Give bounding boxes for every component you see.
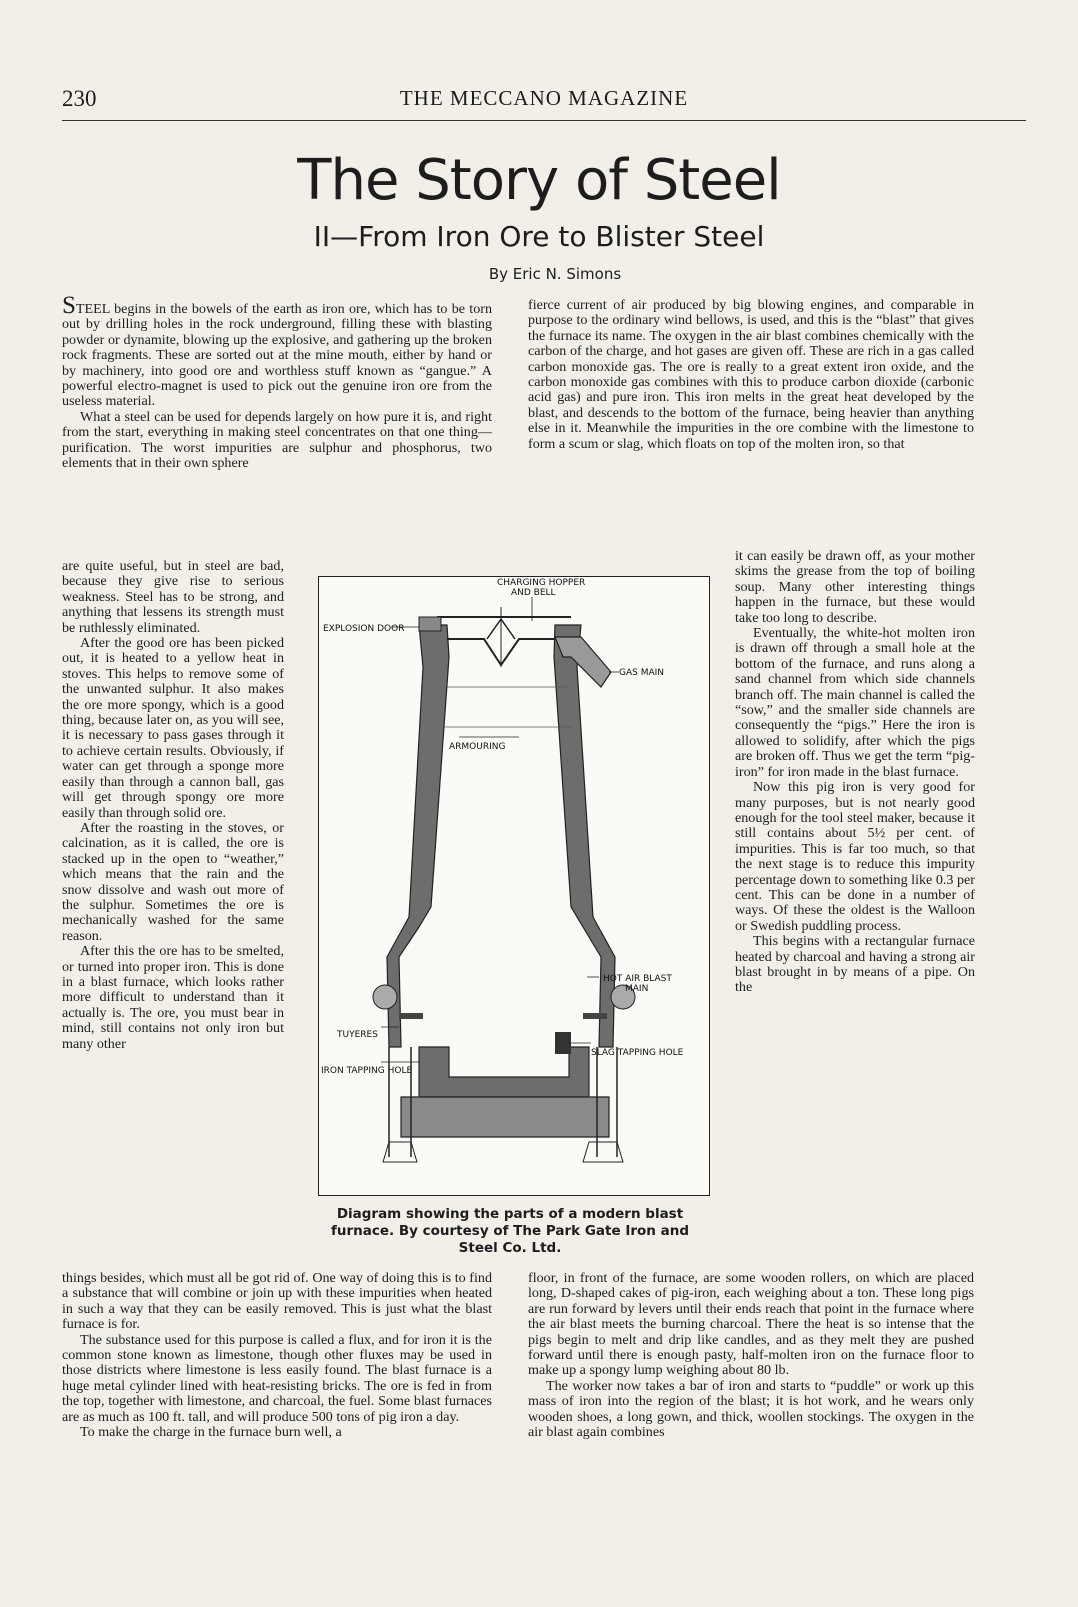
hearth bbox=[419, 1047, 589, 1097]
paragraph: The worker now takes a bar of iron and starts to “puddle” or work up this mass of iron into the region of the blast; it is hot work, and he wears only wooden shoes, a long gown, and thick, woollen stockings. The oxygen in the air blast again combines bbox=[528, 1377, 974, 1441]
right-column-bottom bbox=[528, 1271, 974, 1440]
paragraph: STEEL begins in the bowels of the earth as iron ore, which has to be torn out by drilling holes in the rock underground, filling these with blasting powder or dynamite, blowing up the explosive, and gathering up the broken rock fragments. These are sorted out at the mine mouth, either by hand or by machinery, into good ore and worthless stuff known as “gangue.” A powerful electro-magnet is used to pick out the genuine iron ore from the useless material. bbox=[62, 292, 492, 410]
article-subtitle: II—From Iron Ore to Blister Steel bbox=[313, 220, 765, 253]
blast-furnace-drawing bbox=[319, 577, 709, 1195]
paragraph: fierce current of air produced by big blowing engines, and comparable in purpose to the ordinary wind bellows, is used, and this is the “blast” that gives the furnace its name. The oxygen in the air blast combines chemically with the carbon of the charge, and hot gases are given off. These are rich in a gas called carbon monoxide gas. The ore is really to a great extent iron oxide, and the carbon monoxide gas combines with this to produce carbon dioxide (carbonic acid gas) and pure iron. This iron melts in the great heat developed by the blast, and descends to the bottom of the furnace, being heavier than anything else in it. Meanwhile the impurities in the ore combine with the limestone to form a scum or slag, which floats on top of the molten iron, so that bbox=[528, 297, 974, 452]
paragraph: floor, in front of the furnace, are some wooden rollers, on which are placed long, D-shaped cakes of pig-iron, each weighing about a ton. These long pigs are run forward by levers until their ends reach that point in the furnace where the air blast meets the burning charcoal. There the heat is so intense that the pigs begin to melt and drip like candles, and as they melt they are pushed forward until there is enough pasty, half-molten iron on the furnace floor to make up a spongy lump weighing about 80 lb. bbox=[528, 1270, 974, 1379]
paragraph: After this the ore has to be smelted, or turned into proper iron. This is done in a blast furnace, which looks rather more difficult to understand than it actually is. The ore, you must bear in mind, still contains not only iron but many other bbox=[62, 943, 284, 1052]
label-explosion-door: EXPLOSION DOOR bbox=[323, 624, 405, 634]
label-slag-tapping-hole: SLAG TAPPING HOLE bbox=[591, 1048, 684, 1058]
paragraph: After the roasting in the stoves, or calcination, as it is called, the ore is stacked up in the open to “weather,” which means that the rain and the snow dissolve and wash out more of the sulphur. Sometimes the ore is mechanically washed for the same reason. bbox=[62, 819, 284, 944]
paragraph: This begins with a rectangular furnace heated by charcoal and having a strong air blast brought in by means of a pipe. On the bbox=[735, 933, 975, 996]
label-tuyeres: TUYERES bbox=[337, 1030, 378, 1040]
paragraph: Now this pig iron is very good for many purposes, but is not nearly good enough for the tool steel maker, because it still contains about 5½ per cent. of impurities. This is far too much, so that the next stage is to reduce this impurity percentage down to something like 0.3 per cent. This can be done in a number of ways. Of these the oldest is the Walloon or Swedish puddling process. bbox=[735, 779, 975, 934]
left-column-top bbox=[62, 292, 492, 472]
label-main: MAIN bbox=[625, 984, 649, 994]
paragraph: What a steel can be used for depends largely on how pure it is, and right from the start, everything in making steel concentrates on that one thing—purification. The worst impurities are sulphur and phosphorus, two elements that in their own sphere bbox=[62, 408, 492, 472]
left-column-bottom bbox=[62, 1271, 492, 1440]
paragraph: Eventually, the white-hot molten iron is drawn off through a small hole at the bottom of the furnace, and runs along a sand channel from which side channels branch off. The main channel is called the “sow,” and the smaller side channels are consequently the “pigs.” Here the iron is allowed to solidify, after which the pigs are broken off. Thus we get the term “pig-iron” for iron made in the blast furnace. bbox=[735, 625, 975, 780]
label-gas-main: GAS MAIN bbox=[619, 668, 665, 678]
right-column-narrow bbox=[735, 549, 975, 996]
article-title: The Story of Steel bbox=[297, 148, 781, 213]
label-charging-hopper: CHARGING HOPPER bbox=[497, 578, 586, 588]
header-rule bbox=[62, 120, 1026, 121]
paragraph: After the good ore has been picked out, it is heated to a yellow heat in stoves. This helps to remove some of the unwanted sulphur. It also makes the ore more spongy, which is a good thing, because later on, as you will see, it is necessary to pass gases through it to achieve certain results. Obviously, if water can get through a sponge more easily than through a cannon ball, gas will get through spongy ore more easily than through solid ore. bbox=[62, 635, 284, 821]
page-number: 230 bbox=[62, 86, 97, 111]
paragraph: it can easily be drawn off, as your mother skims the grease from the top of boiling soup. Many other interesting things happen in the furnace, but these would take too long to describe. bbox=[735, 548, 975, 626]
byline: By Eric N. Simons bbox=[488, 265, 622, 283]
magazine-title: THE MECCANO MAGAZINE bbox=[399, 86, 689, 110]
figure-caption: Diagram showing the parts of a modern blast furnace. By courtesy of The Park Gate Iron and Steel Co. Ltd. bbox=[331, 1206, 689, 1256]
paragraph: are quite useful, but in steel are bad, because they give rise to serious weakness. Steel has to be strong, and anything that lessens its strength must be ruthlessly eliminated. bbox=[62, 558, 284, 636]
furnace-wall-left bbox=[387, 625, 449, 1047]
right-column-top bbox=[528, 298, 974, 452]
paragraph: The substance used for this purpose is called a flux, and for iron it is the common stone known as limestone, though other fluxes may be used in those districts where limestone is less easily found. The blast furnace is a huge metal cylinder lined with heat-resisting bricks. The ore is fed in from the top, together with limestone, and charcoal, the fuel. Some blast furnaces are as much as 100 ft. tall, and will produce 500 tons of pig iron a day. bbox=[62, 1331, 492, 1425]
paragraph: To make the charge in the furnace burn well, a bbox=[80, 1424, 342, 1441]
left-column-narrow bbox=[62, 559, 284, 1052]
page-header bbox=[62, 86, 1026, 116]
paragraph: things besides, which must all be got rid of. One way of doing this is to find a substance that will combine or join up with these impurities when heated in such a way that they can be easily removed. This is just what the blast furnace is for. bbox=[62, 1270, 492, 1333]
blast-furnace-diagram bbox=[318, 576, 710, 1196]
label-and-bell: AND BELL bbox=[511, 588, 556, 598]
label-hot-air-blast: HOT AIR BLAST bbox=[603, 974, 672, 984]
label-iron-tapping-hole: IRON TAPPING HOLE bbox=[321, 1066, 413, 1076]
label-armouring: ARMOURING bbox=[449, 742, 506, 752]
